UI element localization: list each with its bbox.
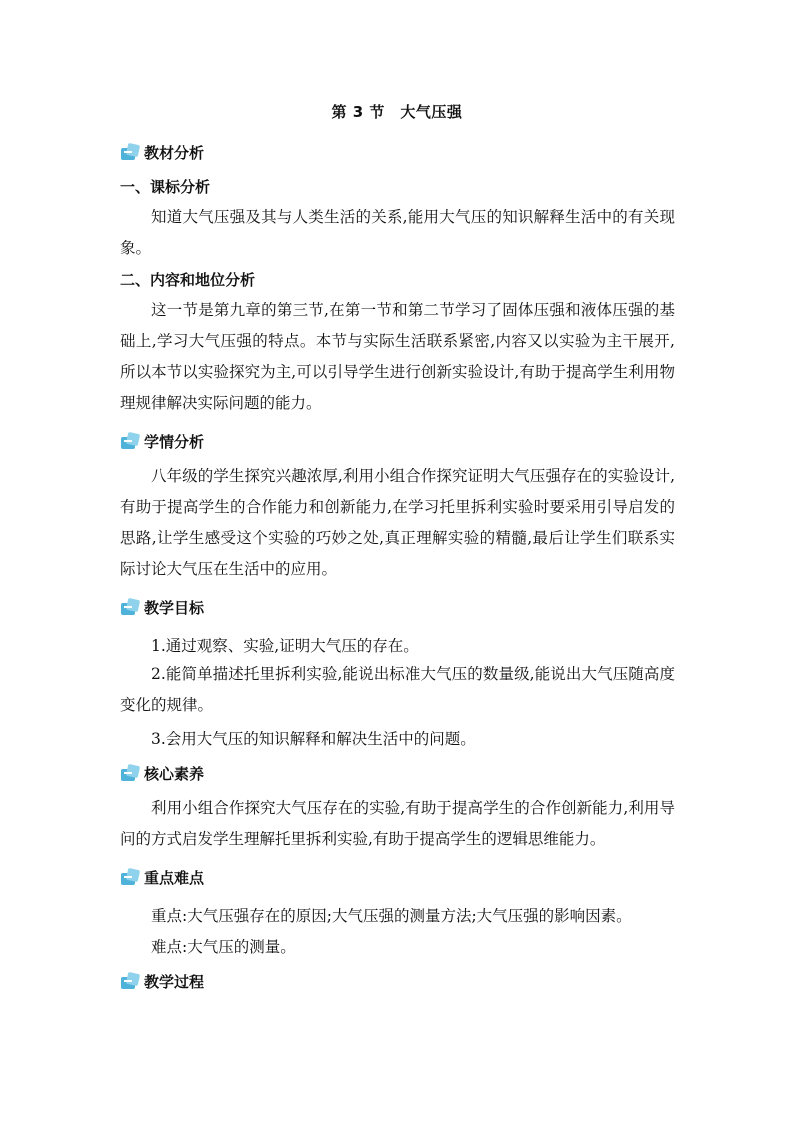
subheading-curriculum: 一、课标分析	[120, 178, 211, 196]
section-teaching-goals	[120, 596, 204, 618]
goal-item: 2.能简单描述托里拆利实验,能说出标准大气压的数量级,能说出大气压随高度变化的规律。	[120, 665, 675, 714]
section-book-icon	[120, 972, 140, 990]
section-core-literacy	[120, 762, 204, 784]
difficult-point: 难点:大气压的测量。	[151, 938, 296, 956]
section-key-difficult	[120, 866, 204, 888]
section-book-icon	[120, 598, 140, 616]
key-point: 重点:大气压强存在的原因;大气压强的测量方法;大气压强的影响因素。	[151, 907, 632, 925]
section-heading: 教学目标	[144, 598, 205, 617]
section-book-icon	[120, 868, 140, 886]
section-heading: 学情分析	[144, 432, 205, 451]
section-book-icon	[120, 432, 140, 450]
section-heading: 核心素养	[144, 764, 205, 783]
section-book-icon	[120, 764, 140, 782]
section-heading: 教材分析	[144, 143, 205, 162]
section-teaching-process	[120, 970, 204, 992]
page-title: 第 3 节 大气压强	[331, 103, 463, 121]
goal-item: 1.通过观察、实验,证明大气压的存在。	[151, 637, 419, 655]
section-textbook-analysis	[120, 141, 204, 163]
paragraph-content-position: 这一节是第九章的第三节,在第一节和第二节学习了固体压强和液体压强的基础上,学习大气压强的特点。本节与实际生活联系紧密,内容又以实验为主干展开,所以本节以实验探究为主,可以引导学生进行创新实验设计,有助于提高学生利用物理规律解决实际问题的能力。	[120, 301, 675, 412]
section-student-analysis	[120, 430, 204, 452]
section-book-icon	[120, 143, 140, 161]
subheading-content-position: 二、内容和地位分析	[120, 271, 256, 289]
section-heading: 教学过程	[144, 972, 205, 991]
section-heading: 重点难点	[144, 868, 205, 887]
goal-item: 3.会用大气压的知识解释和解决生活中的问题。	[151, 730, 476, 748]
paragraph-curriculum: 知道大气压强及其与人类生活的关系,能用大气压的知识解释生活中的有关现象。	[120, 208, 675, 257]
paragraph-student-analysis: 八年级的学生探究兴趣浓厚,利用小组合作探究证明大气压强存在的实验设计,有助于提高学生的合作能力和创新能力,在学习托里拆利实验时要采用引导启发的思路,让学生感受这个实验的巧妙之处,真正理解实验的精髓,最后让学生们联系实际讨论大气压在生活中的应用。	[120, 467, 675, 578]
paragraph-core-literacy: 利用小组合作探究大气压存在的实验,有助于提高学生的合作创新能力,利用导问的方式启发学生理解托里拆利实验,有助于提高学生的逻辑思维能力。	[120, 799, 675, 848]
